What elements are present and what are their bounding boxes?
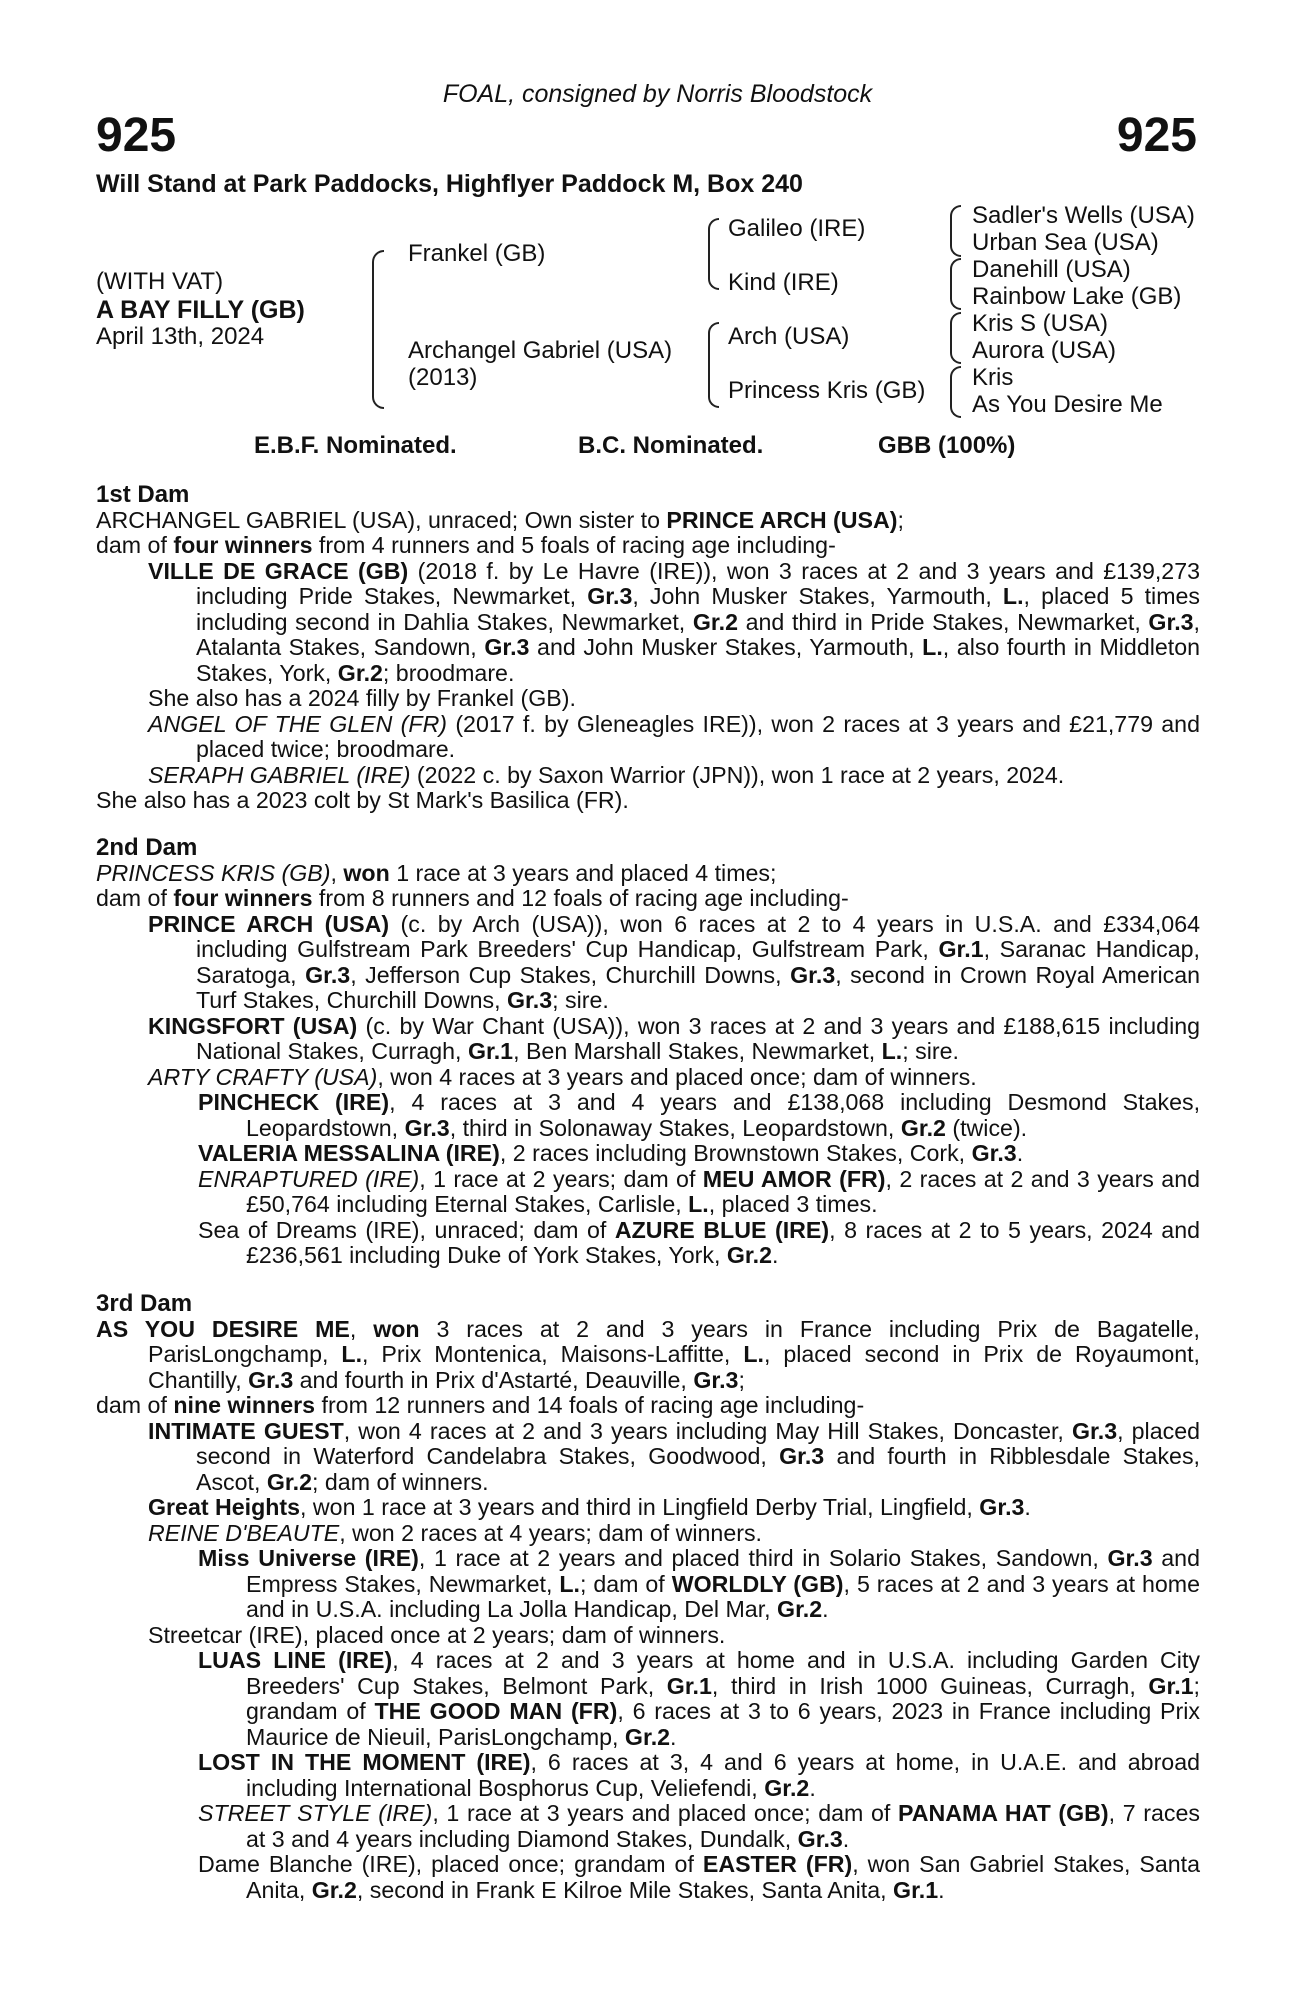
bc-nomination: B.C. Nominated. <box>578 432 764 459</box>
dam-summary: PRINCESS KRIS (GB), won 1 race at 3 years and placed 4 times; <box>96 859 777 886</box>
section-heading: 1st Dam <box>96 481 190 508</box>
produce-entry: PINCHECK (IRE), 4 races at 3 and 4 years and £138,068 including Desmond Stakes, Leopardstown, Gr.3, third in Solonaway Stakes, Leopardstown, Gr.2 (twice). <box>198 1089 1201 1141</box>
pedigree-brace-g4 <box>950 366 961 418</box>
dam-year: (2013) <box>408 364 478 391</box>
great-granddam-1: Urban Sea (USA) <box>972 229 1159 256</box>
dam-summary: AS YOU DESIRE ME, won 3 races at 2 and 3 years in France including Prix de Bagatelle, ParisLongchamp, L., Prix Montenica, Maisons-Laffitte, L., placed second in Prix de Royaumont, Chantilly, Gr.3 and fourth in Prix d'Astarté, Deauville, Gr.3; <box>96 1315 1200 1393</box>
pedigree-brace-g3 <box>950 312 961 364</box>
dam-produce-summary: dam of nine winners from 12 runners and 14 foals of racing age including- <box>96 1392 865 1418</box>
vat-note: (WITH VAT) <box>96 268 224 295</box>
produce-entry: Miss Universe (IRE), 1 race at 2 years and placed third in Solario Stakes, Sandown, Gr.3 and Empress Stakes, Newmarket, L.; dam of WORLDLY (GB), 5 races at 2 and 3 years at home and in U.S.A. including La Jolla Handicap, Del Mar, Gr.2. <box>198 1545 1200 1622</box>
great-grandsire-4: Kris <box>972 364 1014 391</box>
produce-entry: SERAPH GABRIEL (IRE) (2022 c. by Saxon Warrior (JPN)), won 1 race at 2 years, 2024. <box>148 761 1065 788</box>
produce-entry: INTIMATE GUEST, won 4 races at 2 and 3 years including May Hill Stakes, Doncaster, Gr.3, placed second in Waterford Candelabra Stakes, Goodwood, Gr.3 and fourth in Ribblesdale Stakes, Ascot, Gr.2; dam of winners. <box>148 1417 1200 1495</box>
produce-entry: KINGSFORT (USA) (c. by War Chant (USA)), won 3 races at 2 and 3 years and £188,615 including National Stakes, Curragh, Gr.1, Ben Marshall Stakes, Newmarket, L.; sire. <box>148 1012 1201 1064</box>
dam-summary: ARCHANGEL GABRIEL (USA), unraced; Own sister to PRINCE ARCH (USA); <box>96 506 904 533</box>
produce-entry: VILLE DE GRACE (GB) (2018 f. by Le Havre (IRE)), won 3 races at 2 and 3 years and £139,273 including Pride Stakes, Newmarket, Gr.3, John Musker Stakes, Yarmouth, L., placed 5 times including second in Dahlia Stakes, Newmarket, Gr.2 and third in Pride Stakes, Newmarket, Gr.3, Atalanta Stakes, Sandown, Gr.3 and John Musker Stakes, Yarmouth, L., also fourth in Middleton Stakes, York, Gr.2; broodmare. <box>148 557 1200 686</box>
produce-entry: ANGEL OF THE GLEN (FR) (2017 f. by Gleneagles IRE)), won 2 races at 3 years and £21,779 and placed twice; broodmare. <box>148 710 1200 762</box>
stand-location: Will Stand at Park Paddocks, Highflyer Paddock M, Box 240 <box>96 170 803 198</box>
section-heading: 2nd Dam <box>96 834 198 861</box>
pedigree-brace-dam <box>708 322 719 408</box>
gbb-rating: GBB (100%) <box>878 432 1016 459</box>
second-dam-section <box>96 835 1200 1269</box>
produce-entry: ENRAPTURED (IRE), 1 race at 2 years; dam of MEU AMOR (FR), 2 races at 2 and 3 years and £50,764 including Eternal Stakes, Carlisle, L., placed 3 times. <box>198 1165 1200 1217</box>
produce-entry: LUAS LINE (IRE), 4 races at 2 and 3 years at home and in U.S.A. including Garden City Breeders' Cup Stakes, Belmont Park, Gr.1, third in Irish 1000 Guineas, Curragh, Gr.1; grandam of THE GOOD MAN (FR), 6 races at 3 to 6 years, 2023 in France including Prix Maurice de Nieuil, ParisLongchamp, Gr.2. <box>198 1647 1200 1750</box>
great-granddam-3: Aurora (USA) <box>972 337 1117 364</box>
third-dam-section <box>96 1291 1200 1903</box>
pedigree-brace-g2 <box>950 258 961 310</box>
produce-entry: REINE D'BEAUTE, won 2 races at 4 years; dam of winners. <box>148 1519 762 1546</box>
produce-entry: VALERIA MESSALINA (IRE), 2 races including Brownstown Stakes, Cork, Gr.3. <box>198 1140 1024 1166</box>
produce-entry: She also has a 2024 filly by Frankel (GB). <box>148 685 576 711</box>
lot-number-left: 925 <box>96 109 177 162</box>
great-grandsire-1: Sadler's Wells (USA) <box>972 202 1195 229</box>
section-heading: 3rd Dam <box>96 1290 193 1317</box>
produce-entry: PRINCE ARCH (USA) (c. by Arch (USA)), won 6 races at 2 to 4 years in U.S.A. and £334,064 including Gulfstream Park Breeders' Cup Handicap, Gulfstream Park, Gr.1, Saranac Handicap, Saratoga, Gr.3, Jefferson Cup Stakes, Churchill Downs, Gr.3, second in Crown Royal American Turf Stakes, Churchill Downs, Gr.3; sire. <box>148 910 1200 1013</box>
sire: Frankel (GB) <box>408 240 546 267</box>
produce-entry: Great Heights, won 1 race at 3 years and third in Lingfield Derby Trial, Lingfield, Gr.3. <box>148 1494 1031 1520</box>
produce-entry: Streetcar (IRE), placed once at 2 years; dam of winners. <box>148 1621 726 1648</box>
produce-entry: She also has a 2023 colt by St Mark's Basilica (FR). <box>96 787 629 813</box>
horse-name: A BAY FILLY (GB) <box>96 296 305 324</box>
sire-dam: Kind (IRE) <box>728 269 839 296</box>
great-grandsire-2: Danehill (USA) <box>972 256 1131 283</box>
produce-entry: STREET STYLE (IRE), 1 race at 3 years and placed once; dam of PANAMA HAT (GB), 7 races at 3 and 4 years including Diamond Stakes, Dundalk, Gr.3. <box>198 1800 1200 1852</box>
dam-produce-summary: dam of four winners from 4 runners and 5 foals of racing age including- <box>96 532 836 558</box>
dam-produce-summary: dam of four winners from 8 runners and 12 foals of racing age including- <box>96 885 849 911</box>
consignor-line: FOAL, consigned by Norris Bloodstock <box>442 80 873 108</box>
dam-sire: Arch (USA) <box>728 323 850 350</box>
dam: Archangel Gabriel (USA) <box>408 337 673 364</box>
great-granddam-2: Rainbow Lake (GB) <box>972 283 1182 310</box>
dam-dam: Princess Kris (GB) <box>728 377 926 404</box>
sire-sire: Galileo (IRE) <box>728 215 866 242</box>
pedigree-brace-sire <box>708 218 719 290</box>
pedigree-brace-g1 <box>950 205 961 257</box>
date-of-birth: April 13th, 2024 <box>96 323 265 350</box>
great-granddam-4: As You Desire Me <box>972 391 1163 418</box>
produce-entry: LOST IN THE MOMENT (IRE), 6 races at 3, 4 and 6 years at home, in U.A.E. and abroad including International Bosphorus Cup, Veliefendi, Gr.2. <box>198 1749 1200 1801</box>
pedigree-brace-main <box>372 250 384 409</box>
lot-number-right: 925 <box>1116 109 1197 162</box>
produce-entry: Sea of Dreams (IRE), unraced; dam of AZURE BLUE (IRE), 8 races at 2 to 5 years, 2024 and £236,561 including Duke of York Stakes, York, Gr.2. <box>198 1216 1200 1268</box>
produce-entry: Dame Blanche (IRE), placed once; grandam of EASTER (FR), won San Gabriel Stakes, Santa Anita, Gr.2, second in Frank E Kilroe Mile Stakes, Santa Anita, Gr.1. <box>198 1851 1200 1903</box>
first-dam-section <box>96 482 1200 814</box>
great-grandsire-3: Kris S (USA) <box>972 310 1109 337</box>
ebf-nomination: E.B.F. Nominated. <box>254 432 457 459</box>
produce-entry: ARTY CRAFTY (USA), won 4 races at 3 years and placed once; dam of winners. <box>148 1063 977 1090</box>
